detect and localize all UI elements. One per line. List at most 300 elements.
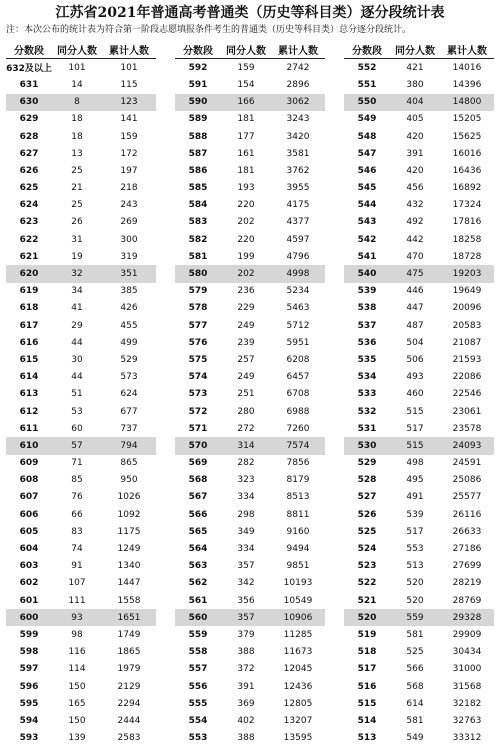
cumulative-count-cell: 18728 bbox=[452, 251, 482, 262]
table-row bbox=[6, 162, 156, 179]
table-row bbox=[6, 76, 156, 93]
score-cell: 618 bbox=[19, 303, 39, 314]
cumulative-count-cell: 29328 bbox=[440, 609, 494, 626]
table-row bbox=[175, 145, 325, 162]
cumulative-count-cell: 20583 bbox=[452, 320, 482, 331]
cumulative-count-cell: 16892 bbox=[452, 183, 482, 194]
cumulative-count-cell: 9851 bbox=[286, 561, 310, 572]
table-row bbox=[6, 283, 156, 300]
same-score-count-cell: 107 bbox=[68, 578, 86, 589]
same-score-count-cell: 249 bbox=[237, 372, 255, 383]
score-cell: 626 bbox=[19, 165, 39, 176]
cumulative-count-cell: 794 bbox=[102, 437, 156, 454]
cumulative-count-cell: 10193 bbox=[283, 578, 313, 589]
cumulative-count-cell: 5712 bbox=[286, 320, 310, 331]
cumulative-count-cell: 197 bbox=[120, 165, 138, 176]
same-score-count-cell: 334 bbox=[237, 544, 255, 555]
score-cell: 594 bbox=[19, 715, 39, 726]
same-score-count-cell: 166 bbox=[221, 94, 271, 111]
cumulative-count-cell: 351 bbox=[102, 265, 156, 282]
score-cell: 625 bbox=[19, 183, 39, 194]
score-cell: 529 bbox=[357, 458, 377, 469]
cumulative-count-cell: 499 bbox=[120, 337, 138, 348]
same-score-count-cell: 323 bbox=[237, 475, 255, 486]
score-cell: 520 bbox=[344, 609, 390, 626]
cumulative-count-cell: 6208 bbox=[286, 354, 310, 365]
cumulative-count-cell: 1249 bbox=[117, 544, 141, 555]
same-score-count-cell: 442 bbox=[406, 234, 424, 245]
same-score-count-cell: 357 bbox=[221, 609, 271, 626]
cumulative-count-cell: 319 bbox=[120, 251, 138, 262]
cumulative-count-cell: 24093 bbox=[440, 437, 494, 454]
same-score-count-cell: 349 bbox=[237, 526, 255, 537]
cumulative-count-cell: 1979 bbox=[117, 664, 141, 675]
same-score-count-cell: 25 bbox=[71, 165, 83, 176]
cumulative-count-cell: 141 bbox=[120, 114, 138, 125]
score-cell: 544 bbox=[357, 200, 377, 211]
score-cell: 524 bbox=[357, 544, 377, 555]
score-cell: 552 bbox=[357, 62, 377, 73]
cumulative-count-cell: 27186 bbox=[452, 544, 482, 555]
cumulative-count-cell: 5463 bbox=[286, 303, 310, 314]
cumulative-count-cell: 21593 bbox=[452, 354, 482, 365]
table-row bbox=[344, 712, 494, 729]
score-cell: 522 bbox=[357, 578, 377, 589]
score-cell: 580 bbox=[175, 265, 221, 282]
same-score-count-cell: 614 bbox=[406, 698, 424, 709]
cumulative-count-cell: 3062 bbox=[271, 94, 325, 111]
score-cell: 628 bbox=[19, 131, 39, 142]
same-score-count-cell: 93 bbox=[52, 609, 102, 626]
cumulative-count-cell: 17324 bbox=[452, 200, 482, 211]
cumulative-count-cell: 455 bbox=[120, 320, 138, 331]
cumulative-count-cell: 573 bbox=[120, 372, 138, 383]
score-cell: 601 bbox=[19, 595, 39, 606]
table-row bbox=[344, 575, 494, 592]
table-row bbox=[344, 162, 494, 179]
same-score-count-cell: 111 bbox=[68, 595, 86, 606]
table-row bbox=[6, 386, 156, 403]
score-cell: 555 bbox=[188, 698, 208, 709]
same-score-count-cell: 517 bbox=[406, 423, 424, 434]
table-row bbox=[344, 111, 494, 128]
table-row bbox=[6, 712, 156, 729]
same-score-count-cell: 498 bbox=[406, 458, 424, 469]
score-table-3 bbox=[344, 41, 494, 747]
table-row bbox=[344, 592, 494, 609]
table-row bbox=[344, 558, 494, 575]
table-row bbox=[175, 111, 325, 128]
same-score-count-cell: 76 bbox=[71, 492, 83, 503]
same-score-count-cell: 492 bbox=[406, 217, 424, 228]
score-cell: 558 bbox=[188, 647, 208, 658]
score-cell: 605 bbox=[19, 526, 39, 537]
table-row bbox=[175, 369, 325, 386]
cumulative-count-cell: 2896 bbox=[286, 79, 310, 90]
table-row bbox=[344, 523, 494, 540]
same-score-count-cell: 8 bbox=[52, 94, 102, 111]
score-cell: 553 bbox=[188, 733, 208, 744]
table-row bbox=[344, 678, 494, 695]
table-row bbox=[6, 455, 156, 472]
score-cell: 526 bbox=[357, 509, 377, 520]
same-score-count-cell: 369 bbox=[237, 698, 255, 709]
score-cell: 549 bbox=[357, 114, 377, 125]
same-score-count-cell: 53 bbox=[71, 406, 83, 417]
score-cell: 572 bbox=[188, 406, 208, 417]
table-row bbox=[175, 472, 325, 489]
cumulative-count-cell: 19203 bbox=[440, 265, 494, 282]
same-score-count-cell: 420 bbox=[406, 131, 424, 142]
same-score-count-cell: 150 bbox=[68, 681, 86, 692]
table-row bbox=[6, 214, 156, 231]
column-header: 同分人数 bbox=[221, 41, 271, 59]
score-cell: 622 bbox=[19, 234, 39, 245]
score-cell: 521 bbox=[357, 595, 377, 606]
score-cell: 585 bbox=[188, 183, 208, 194]
score-cell: 554 bbox=[188, 715, 208, 726]
cumulative-count-cell: 269 bbox=[120, 217, 138, 228]
score-cell: 593 bbox=[19, 733, 39, 744]
table-row bbox=[175, 283, 325, 300]
table-row bbox=[175, 265, 325, 282]
same-score-count-cell: 379 bbox=[237, 629, 255, 640]
table-row bbox=[6, 575, 156, 592]
score-cell: 576 bbox=[188, 337, 208, 348]
same-score-count-cell: 380 bbox=[406, 79, 424, 90]
cumulative-count-cell: 33312 bbox=[452, 733, 482, 744]
cumulative-count-cell: 28219 bbox=[452, 578, 482, 589]
cumulative-count-cell: 1092 bbox=[117, 509, 141, 520]
cumulative-count-cell: 32182 bbox=[452, 698, 482, 709]
table-row bbox=[344, 248, 494, 265]
score-cell: 627 bbox=[19, 148, 39, 159]
cumulative-count-cell: 529 bbox=[120, 354, 138, 365]
cumulative-count-cell: 1651 bbox=[102, 609, 156, 626]
same-score-count-cell: 391 bbox=[237, 681, 255, 692]
same-score-count-cell: 515 bbox=[390, 437, 440, 454]
score-cell: 518 bbox=[357, 647, 377, 658]
cumulative-count-cell: 26633 bbox=[452, 526, 482, 537]
table-row bbox=[175, 231, 325, 248]
same-score-count-cell: 446 bbox=[406, 286, 424, 297]
score-cell: 603 bbox=[19, 561, 39, 572]
table-row bbox=[175, 575, 325, 592]
table-row bbox=[344, 283, 494, 300]
cumulative-count-cell: 1340 bbox=[117, 561, 141, 572]
cumulative-count-cell: 2742 bbox=[286, 62, 310, 73]
cumulative-count-cell: 14396 bbox=[452, 79, 482, 90]
same-score-count-cell: 314 bbox=[221, 437, 271, 454]
same-score-count-cell: 357 bbox=[237, 561, 255, 572]
cumulative-count-cell: 2294 bbox=[117, 698, 141, 709]
same-score-count-cell: 539 bbox=[406, 509, 424, 520]
score-cell: 607 bbox=[19, 492, 39, 503]
table-row bbox=[175, 695, 325, 712]
same-score-count-cell: 114 bbox=[68, 664, 86, 675]
column-header: 累计人数 bbox=[271, 41, 325, 59]
cumulative-count-cell: 12045 bbox=[283, 664, 313, 675]
same-score-count-cell: 495 bbox=[406, 475, 424, 486]
same-score-count-cell: 18 bbox=[71, 131, 83, 142]
same-score-count-cell: 71 bbox=[71, 458, 83, 469]
same-score-count-cell: 581 bbox=[406, 715, 424, 726]
cumulative-count-cell: 7574 bbox=[271, 437, 325, 454]
same-score-count-cell: 405 bbox=[406, 114, 424, 125]
cumulative-count-cell: 14800 bbox=[440, 94, 494, 111]
cumulative-count-cell: 3581 bbox=[286, 148, 310, 159]
table-row bbox=[175, 540, 325, 557]
cumulative-count-cell: 30434 bbox=[452, 647, 482, 658]
cumulative-count-cell: 1026 bbox=[117, 492, 141, 503]
score-cell: 609 bbox=[19, 458, 39, 469]
cumulative-count-cell: 950 bbox=[120, 475, 138, 486]
score-cell: 548 bbox=[357, 131, 377, 142]
same-score-count-cell: 239 bbox=[237, 337, 255, 348]
score-cell: 606 bbox=[19, 509, 39, 520]
same-score-count-cell: 26 bbox=[71, 217, 83, 228]
score-cell: 566 bbox=[188, 509, 208, 520]
cumulative-count-cell: 16436 bbox=[452, 165, 482, 176]
same-score-count-cell: 553 bbox=[406, 544, 424, 555]
table-row bbox=[344, 489, 494, 506]
score-cell: 541 bbox=[357, 251, 377, 262]
cumulative-count-cell: 13595 bbox=[283, 733, 313, 744]
score-cell: 532 bbox=[357, 406, 377, 417]
score-cell: 581 bbox=[188, 251, 208, 262]
cumulative-count-cell: 123 bbox=[102, 94, 156, 111]
same-score-count-cell: 402 bbox=[237, 715, 255, 726]
cumulative-count-cell: 2583 bbox=[117, 733, 141, 744]
cumulative-count-cell: 8179 bbox=[286, 475, 310, 486]
score-cell: 590 bbox=[175, 94, 221, 111]
cumulative-count-cell: 300 bbox=[120, 234, 138, 245]
same-score-count-cell: 282 bbox=[237, 458, 255, 469]
table-row bbox=[344, 644, 494, 661]
same-score-count-cell: 101 bbox=[68, 62, 86, 73]
table-row bbox=[344, 695, 494, 712]
same-score-count-cell: 475 bbox=[390, 265, 440, 282]
score-cell: 616 bbox=[19, 337, 39, 348]
score-cell: 630 bbox=[6, 94, 52, 111]
same-score-count-cell: 18 bbox=[71, 114, 83, 125]
same-score-count-cell: 491 bbox=[406, 492, 424, 503]
same-score-count-cell: 559 bbox=[390, 609, 440, 626]
table-row bbox=[344, 145, 494, 162]
cumulative-count-cell: 9160 bbox=[286, 526, 310, 537]
score-cell: 631 bbox=[19, 79, 39, 90]
score-cell: 527 bbox=[357, 492, 377, 503]
cumulative-count-cell: 1558 bbox=[117, 595, 141, 606]
score-cell: 530 bbox=[344, 437, 390, 454]
table-row bbox=[6, 265, 156, 282]
score-cell: 588 bbox=[188, 131, 208, 142]
table-row bbox=[344, 317, 494, 334]
same-score-count-cell: 342 bbox=[237, 578, 255, 589]
table-row bbox=[175, 300, 325, 317]
same-score-count-cell: 83 bbox=[71, 526, 83, 537]
score-cell: 599 bbox=[19, 629, 39, 640]
table-row bbox=[175, 626, 325, 643]
table-row bbox=[344, 351, 494, 368]
score-cell: 540 bbox=[344, 265, 390, 282]
score-cell: 582 bbox=[188, 234, 208, 245]
table-row bbox=[175, 334, 325, 351]
table-row bbox=[344, 386, 494, 403]
cumulative-count-cell: 15205 bbox=[452, 114, 482, 125]
same-score-count-cell: 447 bbox=[406, 303, 424, 314]
same-score-count-cell: 202 bbox=[221, 265, 271, 282]
same-score-count-cell: 504 bbox=[406, 337, 424, 348]
cumulative-count-cell: 23578 bbox=[452, 423, 482, 434]
cumulative-count-cell: 5951 bbox=[286, 337, 310, 348]
table-row bbox=[175, 712, 325, 729]
table-row bbox=[175, 609, 325, 626]
score-cell: 613 bbox=[19, 389, 39, 400]
same-score-count-cell: 220 bbox=[237, 234, 255, 245]
same-score-count-cell: 470 bbox=[406, 251, 424, 262]
same-score-count-cell: 60 bbox=[71, 423, 83, 434]
cumulative-count-cell: 9494 bbox=[286, 544, 310, 555]
score-cell: 535 bbox=[357, 354, 377, 365]
score-cell: 604 bbox=[19, 544, 39, 555]
cumulative-count-cell: 15625 bbox=[452, 131, 482, 142]
score-cell: 515 bbox=[357, 698, 377, 709]
score-cell: 545 bbox=[357, 183, 377, 194]
score-cell: 547 bbox=[357, 148, 377, 159]
score-cell: 615 bbox=[19, 354, 39, 365]
score-cell: 584 bbox=[188, 200, 208, 211]
cumulative-count-cell: 17816 bbox=[452, 217, 482, 228]
score-cell: 536 bbox=[357, 337, 377, 348]
cumulative-count-cell: 4796 bbox=[286, 251, 310, 262]
score-cell: 533 bbox=[357, 389, 377, 400]
score-cell: 557 bbox=[188, 664, 208, 675]
table-row bbox=[344, 94, 494, 111]
same-score-count-cell: 85 bbox=[71, 475, 83, 486]
same-score-count-cell: 32 bbox=[52, 265, 102, 282]
cumulative-count-cell: 218 bbox=[120, 183, 138, 194]
score-cell: 525 bbox=[357, 526, 377, 537]
same-score-count-cell: 51 bbox=[71, 389, 83, 400]
cumulative-count-cell: 14016 bbox=[452, 62, 482, 73]
score-cell: 578 bbox=[188, 303, 208, 314]
score-cell: 542 bbox=[357, 234, 377, 245]
cumulative-count-cell: 3243 bbox=[286, 114, 310, 125]
cumulative-count-cell: 1175 bbox=[117, 526, 141, 537]
same-score-count-cell: 91 bbox=[71, 561, 83, 572]
cumulative-count-cell: 7856 bbox=[286, 458, 310, 469]
cumulative-count-cell: 32763 bbox=[452, 715, 482, 726]
cumulative-count-cell: 3955 bbox=[286, 183, 310, 194]
same-score-count-cell: 220 bbox=[237, 200, 255, 211]
same-score-count-cell: 25 bbox=[71, 200, 83, 211]
column-header: 分数段 bbox=[175, 41, 221, 59]
score-cell: 591 bbox=[188, 79, 208, 90]
cumulative-count-cell: 12805 bbox=[283, 698, 313, 709]
table-row bbox=[344, 59, 494, 77]
same-score-count-cell: 34 bbox=[71, 286, 83, 297]
same-score-count-cell: 420 bbox=[406, 165, 424, 176]
table-row bbox=[344, 420, 494, 437]
cumulative-count-cell: 22546 bbox=[452, 389, 482, 400]
cumulative-count-cell: 101 bbox=[120, 62, 138, 73]
score-cell: 612 bbox=[19, 406, 39, 417]
cumulative-count-cell: 26116 bbox=[452, 509, 482, 520]
table-row bbox=[6, 472, 156, 489]
table-row bbox=[6, 437, 156, 454]
table-row bbox=[6, 145, 156, 162]
score-cell: 620 bbox=[6, 265, 52, 282]
cumulative-count-cell: 25577 bbox=[452, 492, 482, 503]
score-cell: 531 bbox=[357, 423, 377, 434]
cumulative-count-cell: 31000 bbox=[452, 664, 482, 675]
table-row bbox=[6, 592, 156, 609]
cumulative-count-cell: 243 bbox=[120, 200, 138, 211]
table-row bbox=[6, 730, 156, 747]
table-row bbox=[175, 592, 325, 609]
table-header-row bbox=[175, 41, 325, 59]
same-score-count-cell: 150 bbox=[68, 715, 86, 726]
table-row bbox=[6, 695, 156, 712]
cumulative-count-cell: 1749 bbox=[117, 629, 141, 640]
same-score-count-cell: 116 bbox=[68, 647, 86, 658]
cumulative-count-cell: 385 bbox=[120, 286, 138, 297]
table-row bbox=[175, 59, 325, 77]
table-row bbox=[6, 128, 156, 145]
same-score-count-cell: 57 bbox=[52, 437, 102, 454]
cumulative-count-cell: 624 bbox=[120, 389, 138, 400]
column-header: 分数段 bbox=[344, 41, 390, 59]
table-row bbox=[6, 558, 156, 575]
cumulative-count-cell: 2444 bbox=[117, 715, 141, 726]
table-row bbox=[6, 626, 156, 643]
table-row bbox=[344, 437, 494, 454]
same-score-count-cell: 391 bbox=[406, 148, 424, 159]
score-cell: 610 bbox=[6, 437, 52, 454]
same-score-count-cell: 202 bbox=[237, 217, 255, 228]
cumulative-count-cell: 1865 bbox=[117, 647, 141, 658]
score-cell: 534 bbox=[357, 372, 377, 383]
score-cell: 571 bbox=[188, 423, 208, 434]
cumulative-count-cell: 13207 bbox=[283, 715, 313, 726]
table-row bbox=[344, 76, 494, 93]
same-score-count-cell: 506 bbox=[406, 354, 424, 365]
same-score-count-cell: 272 bbox=[237, 423, 255, 434]
table-row bbox=[6, 300, 156, 317]
cumulative-count-cell: 12436 bbox=[283, 681, 313, 692]
table-row bbox=[344, 128, 494, 145]
table-row bbox=[175, 214, 325, 231]
same-score-count-cell: 388 bbox=[237, 733, 255, 744]
table-row bbox=[175, 197, 325, 214]
score-cell: 563 bbox=[188, 561, 208, 572]
score-cell: 514 bbox=[357, 715, 377, 726]
table-row bbox=[6, 609, 156, 626]
table-row bbox=[344, 626, 494, 643]
same-score-count-cell: 229 bbox=[237, 303, 255, 314]
cumulative-count-cell: 24591 bbox=[452, 458, 482, 469]
cumulative-count-cell: 7260 bbox=[286, 423, 310, 434]
same-score-count-cell: 14 bbox=[71, 79, 83, 90]
table-row bbox=[175, 248, 325, 265]
score-cell: 614 bbox=[19, 372, 39, 383]
score-cell: 568 bbox=[188, 475, 208, 486]
same-score-count-cell: 493 bbox=[406, 372, 424, 383]
table-row bbox=[344, 180, 494, 197]
table-row bbox=[344, 472, 494, 489]
table-row bbox=[175, 455, 325, 472]
